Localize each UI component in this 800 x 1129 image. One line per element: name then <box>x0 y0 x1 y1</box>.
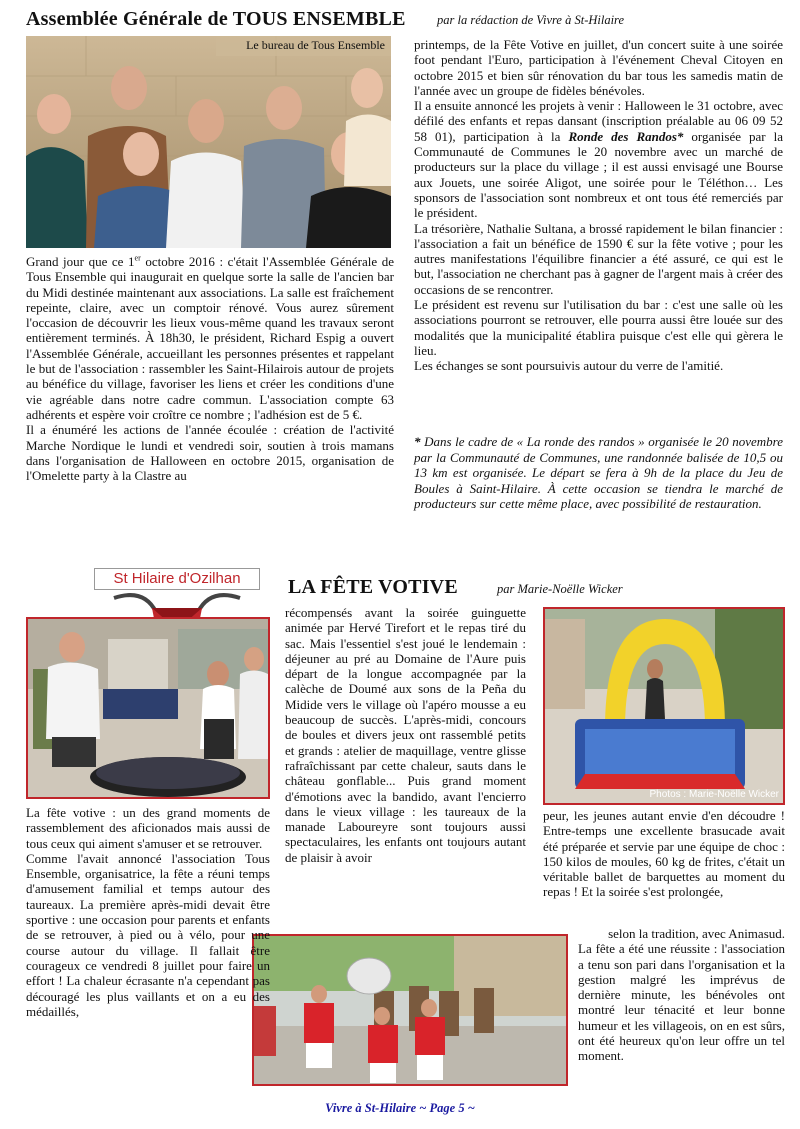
article-title: Assemblée Générale de TOUS ENSEMBLE <box>26 8 406 30</box>
fete-column-3-top <box>543 808 785 900</box>
bouncy-castle-photo <box>543 607 785 805</box>
article-byline: par la rédaction de Vivre à St-Hilaire <box>437 13 624 27</box>
paragraph: La trésorière, Nathalie Sultana, a brossé rapidement le bilan financier : l'association a fait un bénéfice de 1590 € sur la fête votive ; pour les autres manifestations l'équilibre financier a été assuré, ce qui est le but, l'association ne cherchant pas à gagner de l'argent mais à créer des occasions de se rencontrer. <box>414 220 783 297</box>
emphasis: Ronde des Randos* <box>568 128 684 144</box>
band-photo <box>252 934 568 1086</box>
page-footer: Vivre à St-Hilaire ~ Page 5 ~ <box>325 1101 475 1115</box>
footnote: * Dans le cadre de « La ronde des randos » organisée le 20 novembre par la Communauté de Communes, une randonnée balisée de 10,5 ou 13 km est organisée. Le départ se fera à 9h de la place du Jeu de Boules à Saint-Hilaire. À cette occasion se tiendra le marché de producteurs sur cette même place, avec possibilité de restauration. <box>414 434 783 511</box>
paragraph: Il a énuméré les actions de l'année écoulée : création de l'activité Marche Nordique le lundi et vendredi soir, soutien à trois mamans dans l'organisation de Halloween en octobre 2015, organisation de l'Omelette party à la Clastre au <box>26 422 394 484</box>
fete-column-1 <box>26 805 270 1019</box>
paragraph: Les échanges se sont poursuivis autour du verre de l'amitié. <box>414 358 724 374</box>
paragraph: Comme l'avait annoncé l'association Tous Ensemble, organisatrice, la fête a réuni temps d'amusement familial et temps autour des taureaux. La première après-midi devait être sportive : une occasion pour parents et enfants de se retrouver, à pied ou à vélo, pour une course autour du village. Il fallait être courageux ce vendredi 8 juillet pour faire un effort ! La chaleur écrasante n'a cependant pas découragé les plus vaillants et on a eu des médaillés, <box>26 850 270 1019</box>
paragraph: peur, les jeunes autant envie d'en découdre ! Entre-temps une excellente brasucade avait été préparée et servie par une équipe de choc : 150 kilos de moules, 60 kg de frites, c'était un véritable ballet de barquettes au moment du repas ! Et la soirée s'est prolongée, <box>543 808 785 900</box>
paragraph: selon la tradition, avec Animasud. <box>608 926 785 941</box>
photo-credit: Photos : Marie-Noëlle Wicker <box>649 789 779 800</box>
photo-caption: Le bureau de Tous Ensemble <box>246 38 385 52</box>
paragraph: Le président est revenu sur l'utilisation du bar : c'est une salle où les associations pourront se retrouver, elle pourra aussi être louée sur des modalités que la municipalité établira puisque c'est elle qui gèrera le lieu. <box>414 297 783 358</box>
paragraph: Il a ensuite annoncé les projets à venir : Halloween le 31 octobre, avec défilé des enfants et repas dansant (inscription préalable au 06 09 52 58 01), participation à la Ronde des Randos* organisée par la Communauté de Communes le 20 novembre avec un marché de producteurs sur la place du village ; il est aussi envisagé une Bourse aux Jouets, une soirée Aligot, une soirée pour le Téléthon… Les sponsors de l'association sont nombreux et ont tous été remerciés par le président. <box>414 98 783 221</box>
paragraph: récompensés avant la soirée guinguette animée par Hervé Tirefort et le repas tiré du sac. Mais l'essentiel s'est joué le lendemain : déjeuner au pré au Domaine de l'Aure puis départ de la longue accompagnée par la calèche de Doumé aux sons de la Peña du Midide vers le village où l'apéro mousse a eu beaucoup de succès. L'après-midi, concours de boules et divers jeux ont rassemblé petits et grands : atelier de maquillage, ventre glisse rafraîchissant par cette chaleur, sauts dans le château gonflable... Puis grand moment d'émotions avec la bandido, avant l'encierro dans le vieux village : les taureaux de la manade Laboureyre sont toujours aussi spectaculaires, les enfants ont toujours autant de plaisir à avoir <box>285 605 526 865</box>
logo-text: St Hilaire d'Ozilhan <box>94 568 260 590</box>
paragraph: Grand jour que ce 1er octobre 2016 : c'était l'Assemblée Générale de Tous Ensemble qui inaugurait en quelque sorte la salle de l'ancien bar du Midi destinée maintenant aux associations. La salle est fraîchement repeinte, claire, avec un comptoir rénové. Vous aurez sûrement l'occasion de découvrir les lieux vous-même quand les travaux seront entièrement terminés. À 18h30, le président, Richard Espig a ouvert l'Assemblée Générale, accueillant les personnes présentes et rappelant le but de l'association : rassembler les Saint-Hilairois autour de projets au bénéfice du village, favoriser les liens et créer les conditions d'une vie agréable dans notre cadre commun. L'association compte 63 adhérents et espère voir croître ce nombre ; l'adhésion est de 5 €. <box>26 253 394 422</box>
group-photo <box>26 36 391 248</box>
fete-column-3-bottom <box>578 926 785 1064</box>
paragraph: La fête a été une réussite : l'association a tenu son pari dans l'organisation et la gestion malgré les imprévus de dernière minute, les bénévoles ont montré leur ténacité et leur bonne humeur et les villageois, on en est sûrs, ont été heureux qu'on leur offre un tel moment. <box>578 941 785 1064</box>
paragraph: La fête votive : un des grand moments de rassemblement des aficionados mais aussi de tous ceux qui aiment s'amuser et se retrouver. <box>26 805 270 851</box>
fete-column-2 <box>285 605 526 865</box>
section-byline: par Marie-Noëlle Wicker <box>497 582 623 596</box>
brasucade-photo <box>26 617 270 799</box>
article-right-column <box>414 37 783 374</box>
section-title: LA FÊTE VOTIVE <box>288 576 458 598</box>
article-left-column <box>26 254 394 483</box>
paragraph: printemps, de la Fête Votive en juillet, d'un concert suite à une soirée foot pendant l'Euro, participation à l'événement Cheval Citoyen en octobre 2015 et bien sûr rénovation du bar tous les samedis matin de l'année avec un groupe de fidèles bénévoles. <box>414 37 783 98</box>
